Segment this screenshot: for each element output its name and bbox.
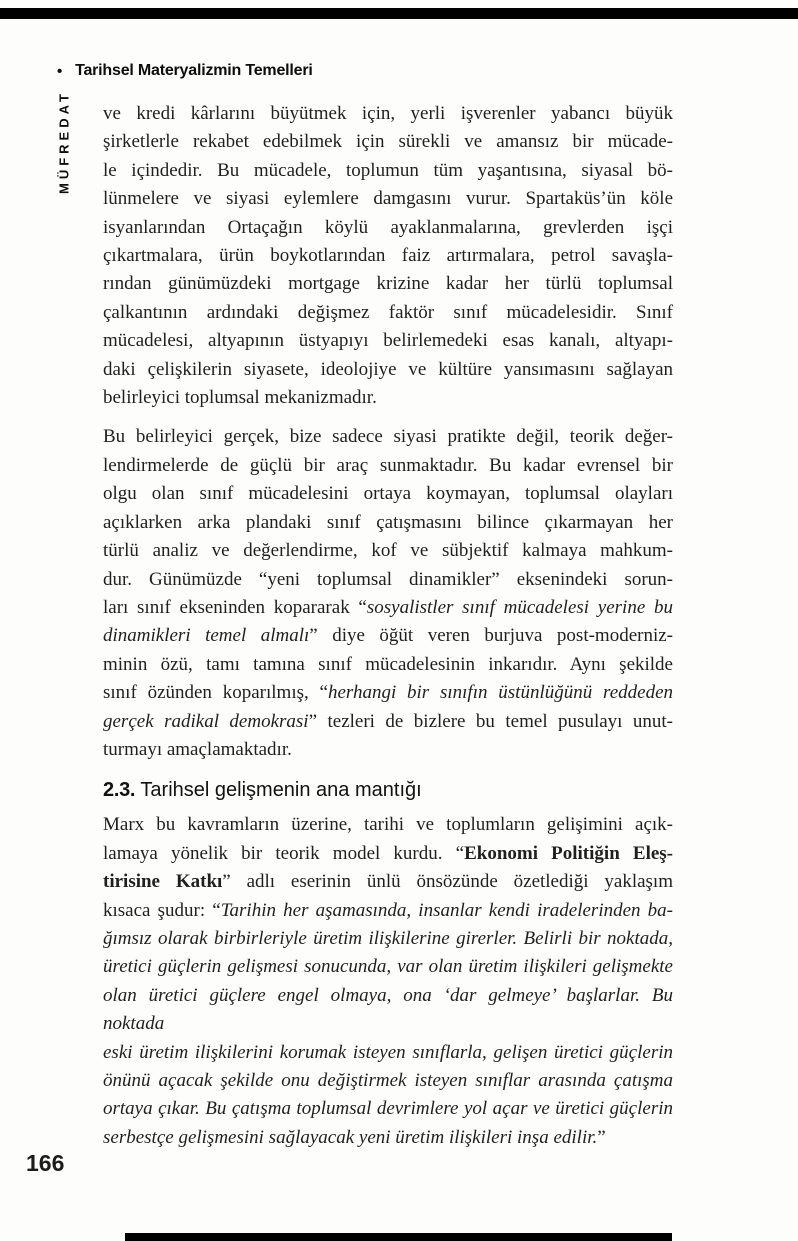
text-line: minin özü, tamı tamına sınıf mücadelesinin inkarıdır. Aynı şekilde bbox=[103, 653, 673, 675]
running-header bbox=[57, 62, 313, 80]
text-line: Marx bu kavramların üzerine, tarihi ve toplumların gelişimini açık- bbox=[103, 814, 673, 836]
text-line: kısaca şudur: “Tarihin her aşamasında, insanlar kendi iradelerinden ba- bbox=[103, 899, 674, 921]
text-line: dinamikleri temel almalı” diye öğüt veren burjuva post-moderniz- bbox=[103, 625, 673, 647]
body-text bbox=[103, 100, 673, 1163]
scan-edge-bottom bbox=[125, 1233, 672, 1241]
margin-label-mufredat: MÜFREDAT bbox=[56, 90, 72, 194]
section-heading bbox=[103, 778, 673, 802]
text-line: eski üretim ilişkilerini korumak isteyen sınıflarla, gelişen üretici güçlerin bbox=[103, 1041, 673, 1063]
running-header-title: Tarihsel Materyalizmin Temelleri bbox=[75, 62, 313, 79]
text-line: sınıf özünden koparılmış, “herhangi bir sınıfın üstünlüğünü reddeden bbox=[103, 682, 673, 704]
text-line: rından günümüzdeki mortgage krizine kadar her türlü toplumsal bbox=[103, 273, 673, 295]
text-line: gerçek radikal demokrasi” tezleri de bizlere bu temel pusulayı unut- bbox=[103, 710, 673, 732]
text-line: önünü açacak şekilde onu değiştirmek isteyen sınıflar arasında çatışma bbox=[103, 1070, 673, 1091]
header-bullet-icon: • bbox=[57, 62, 63, 80]
section-heading-title: Tarihsel gelişmenin ana mantığı bbox=[140, 779, 422, 802]
scan-edge-top bbox=[0, 8, 798, 19]
text-line: ortaya çıkar. Bu çatışma toplumsal devrimlere yol açar ve üretici güçlerin bbox=[103, 1098, 673, 1120]
section-heading-number: 2.3. bbox=[103, 779, 141, 802]
page-number: 166 bbox=[26, 1150, 65, 1176]
paragraph bbox=[103, 423, 673, 764]
text-line: üretici güçlerin gelişmesi sonucunda, var olan üretim ilişkileri gelişmekte bbox=[103, 956, 673, 978]
text-line: lünmelere ve siyasi eylemlere damgasını vurur. Spartaküs’ün köle bbox=[103, 188, 673, 210]
text-line: dur. Günümüzde “yeni toplumsal dinamikler” eksenindeki sorun- bbox=[103, 568, 673, 590]
text-line: lamaya yönelik bir teorik model kurdu. “Ekonomi Politiğin Eleş- bbox=[103, 842, 673, 864]
text-line: turmayı amaçlamaktadır. bbox=[103, 738, 292, 760]
text-line: Bu belirleyici gerçek, bize sadece siyasi pratikte değil, teorik değer- bbox=[103, 426, 673, 448]
paragraph bbox=[103, 811, 673, 1152]
text-line: türlü analiz ve değerlendirme, kof ve sübjektif kalmaya mahkum- bbox=[103, 540, 673, 562]
text-line: lendirmelerde de güçlü bir araç sunmaktadır. Bu kadar evrensel bir bbox=[103, 454, 673, 476]
text-line: ve kredi kârlarını büyütmek için, yerli işverenler yabancı büyük bbox=[103, 103, 673, 124]
text-line: mücadelesi, altyapının üstyapıyı belirlemedeki esas kanalı, altyapı- bbox=[103, 330, 673, 352]
text-line: olan üretici güçlere engel olmaya, ona ‘dar gelmeye’ başlarlar. Bu noktada bbox=[103, 984, 673, 1035]
text-line: çalkantının ardındaki değişmez faktör sınıf mücadelesidir. Sınıf bbox=[103, 301, 673, 323]
text-line: belirleyici toplumsal mekanizmadır. bbox=[103, 387, 377, 409]
text-line: şirketlerle rekabet edebilmek için sürekli ve amansız bir mücade- bbox=[103, 131, 673, 153]
text-line: tirisine Katkı” adlı eserinin ünlü önsözünde özetlediği yaklaşım bbox=[103, 871, 673, 893]
paragraph bbox=[103, 100, 673, 412]
text-line: serbestçe gelişmesini sağlayacak yeni üretim ilişkileri inşa edilir.” bbox=[103, 1126, 606, 1148]
text-line: isyanlarından Ortaçağın köylü ayaklanmalarına, grevlerden işçi bbox=[103, 216, 673, 238]
text-line: daki çelişkilerin siyasete, ideolojiye ve kültüre yansımasını sağlayan bbox=[103, 358, 673, 380]
text-line: ğımsız olarak birbirleriyle üretim ilişkilerine girerler. Belirli bir noktada, bbox=[103, 927, 673, 949]
text-line: le içindedir. Bu mücadele, toplumun tüm yaşantısına, siyasal bö- bbox=[103, 159, 673, 181]
text-line: olgu olan sınıf mücadelesini ortaya koymayan, toplumsal olayları bbox=[103, 483, 673, 505]
text-line: açıklarken arka plandaki sınıf çatışmasını bilince çıkarmayan her bbox=[103, 511, 673, 533]
text-line: ları sınıf ekseninden kopararak “sosyalistler sınıf mücadelesi yerine bu bbox=[103, 596, 673, 618]
text-line: çıkartmalara, ürün boykotlarından faiz artırmalara, petrol savaşla- bbox=[103, 245, 673, 267]
